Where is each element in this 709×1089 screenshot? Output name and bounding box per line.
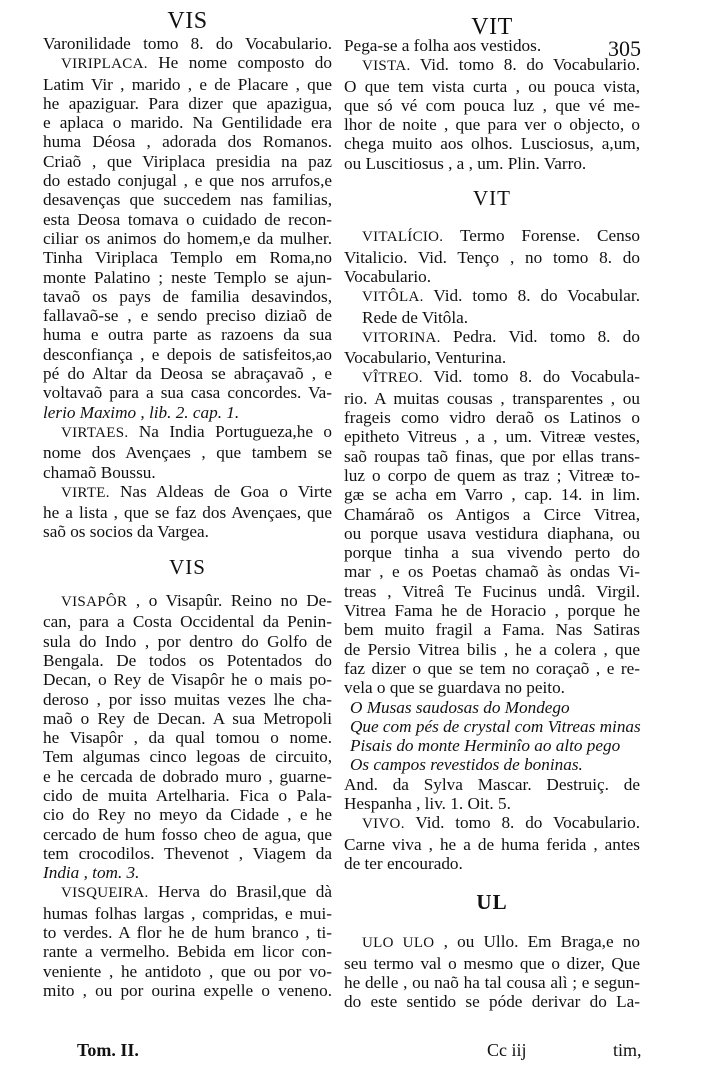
entry-text: Vid. tomo 8. do Vocabular. (423, 286, 640, 306)
text-line: humas folhas largas , compridas, e mui- (43, 903, 332, 923)
text-line: desconfiança , e depois de satisfeitos,ao (43, 344, 332, 364)
text-line: lhor de noite , que para ver o objecto, o (344, 115, 640, 135)
headword: VISAPÔR (61, 594, 128, 611)
text-line: de ter encourado. (344, 853, 463, 873)
verse-line: Que com pés de crystal com Vitreas minas (350, 716, 641, 736)
right-running-head: VIT (471, 14, 513, 40)
text-line: he delle , ou naõ ha tal cousa alì ; e segun- (344, 973, 640, 993)
text-line: maõ o Rey de Decan. A sua Metropoli (43, 708, 332, 728)
headword: VITALÍCIO. (362, 229, 444, 246)
verse-line: O Musas saudosas do Mondego (350, 697, 570, 717)
headword: VIRTAES. (61, 424, 129, 441)
headword: ULO ULO (362, 935, 435, 952)
text-line: voltavaõ para a sua casa concordes. Va- (43, 383, 332, 403)
text-line: Chamáraõ os Antigos a Circe Vitrea, (344, 504, 640, 524)
text-line: e he cercada de dobrado muro , guarne- (43, 766, 332, 786)
text-line: porque tinha a sua vivendo perto do (344, 543, 640, 563)
left-running-head: VIS (167, 8, 208, 34)
entry-line (43, 422, 332, 443)
text-line: ou porque usava vestidura diaphana, ou (344, 523, 640, 543)
text-line: rante a vermelho. Bebida em licor con- (43, 942, 332, 962)
entry-line (344, 813, 640, 834)
text-line: tem crocodilos. Thevenot , Viagem da (43, 843, 332, 863)
headword: VIVO. (362, 816, 405, 833)
text-line: Tinha Viriplaca Templo em Roma,no (43, 248, 332, 268)
text-line: ou Luscitiosus , a , um. Plin. Varro. (344, 153, 587, 173)
text-line: treas , Vitreâ Te Fucinus undâ. Virgil. (344, 581, 640, 601)
entry-text: Nas Aldeas de Goa o Virte (109, 481, 332, 501)
verse-line: Pisais do monte Herminîo ao alto pego (350, 736, 621, 756)
text-line: gæ se acha em Varro , cap. 14. in lim. (344, 485, 640, 505)
text-line: deroso , por isso muitas vezes lhe cha- (43, 689, 332, 709)
entry-text: Vid. tomo 8. do Vocabulario. (410, 55, 640, 75)
entry-text: , ou Ullo. Em Braga,e no (434, 932, 640, 952)
text-line: cido de muita Artelharia. Fica o Pala- (43, 785, 332, 805)
text-line: frageis como vidro deraõ os Latinos o (344, 408, 640, 428)
text-line: chamaõ Boussu. (43, 462, 156, 482)
text-line: vela o que se guardava no peito. (344, 678, 565, 698)
entry-text: , o Visapûr. Reino no De- (127, 591, 332, 611)
entry-line (43, 591, 332, 612)
verse-line: Os campos revestidos de boninas. (350, 755, 583, 775)
text-line: saõ roupas taõ finas, que por ellas trans- (344, 446, 640, 466)
entry-text: Vid. tomo 8. do Vocabula- (422, 367, 640, 387)
text-line: Varonilidade tomo 8. do Vocabulario. (43, 34, 332, 53)
text-line: O que tem vista curta , ou pouca vista, (344, 76, 640, 96)
text-line: nome dos Avençaes , que tambem se (43, 443, 332, 463)
text-line: e aplaca o marido. Na Gentilidade era (43, 113, 332, 133)
text-line: Vitrea Fama he de Horacio , porque he (344, 601, 640, 621)
text-line: Pega-se a folha aos vestidos. (344, 36, 542, 55)
entry-line (344, 327, 640, 348)
left-column (43, 0, 332, 1000)
entry-line (344, 932, 640, 953)
text-line: huma e outra parte as razoens da sua (43, 325, 332, 345)
text-line: huma Déosa , adorada dos Romanos. (43, 132, 332, 152)
entry-text: He nome composto do (147, 53, 332, 73)
entry-line (43, 482, 332, 503)
citation-line: Hespanha , liv. 1. Oit. 5. (344, 793, 511, 813)
text-line: seu termo val o mesmo que o dizer, Que (344, 953, 640, 973)
section-heading: VIS (169, 554, 206, 579)
headword: VÎTREO. (362, 370, 423, 387)
text-line: bem muito fragil a Fama. Nas Satiras (344, 620, 640, 640)
text-line: he apaziguar. Para dizer que apazigua, (43, 93, 332, 113)
text-line: mito , ou por ourina expelle o veneno. (43, 980, 332, 1000)
text-line: tavaõ os pays de familia desavindos, (43, 286, 332, 306)
text-line: he a lista , que se faz dos Avençaes, que (43, 503, 332, 523)
text-line: epitheto Vitreus , a , um. Vitreæ vestes, (344, 427, 640, 447)
entry-line (43, 53, 332, 74)
text-line: to verdes. A flor he de hum branco , ti- (43, 923, 332, 943)
headword: VISQUEIRA. (61, 885, 149, 902)
entry-line (344, 226, 640, 247)
text-line: Vocabulario. (344, 266, 432, 286)
entry-text: Herva do Brasil,que dà (148, 882, 332, 902)
text-line: mar , e os Poetas chamaõ às ondas Vi- (344, 562, 640, 582)
text-line: veniente , he antidoto , que ou por vo- (43, 961, 332, 981)
text-line: Carne viva , he a de huma ferida , antes (344, 834, 640, 854)
text-line: Vocabulario, Venturina. (344, 348, 507, 368)
headword: VIRIPLACA. (61, 56, 148, 73)
text-line: India , tom. 3. (43, 863, 140, 883)
entry-text: Pedra. Vid. tomo 8. do (440, 326, 640, 346)
entry-line (43, 882, 332, 903)
section-heading: UL (476, 890, 508, 915)
section-heading: VIT (473, 186, 511, 211)
text-line: Bengala. De todos os Potentados do (43, 650, 332, 670)
text-line: can, para a Costa Occidental da Penin- (43, 612, 332, 632)
text-line: Decan, o Rey de Visapôr he o mais po- (43, 670, 332, 690)
text-line: Tem algumas cinco legoas de circuito, (43, 747, 332, 767)
citation-line: And. da Sylva Mascar. Destruiç. de (344, 774, 640, 794)
text-line: saõ os socios da Vargea. (43, 522, 209, 542)
catchword: tim, (613, 1040, 642, 1060)
text-line: monte Palatino ; neste Templo se ajun- (43, 267, 332, 287)
entry-text: Termo Forense. Censo (443, 226, 640, 246)
entry-line (344, 55, 640, 76)
footer-volume: Tom. II. (77, 1040, 139, 1060)
entry-line (344, 286, 640, 307)
text-line: fallavaõ-se , e sendo preciso diziaõ de (43, 306, 332, 326)
headword: VITÔLA. (362, 289, 424, 306)
headword: VIRTE. (61, 484, 110, 501)
text-line: pé do Altar da Deosa se abraçavaõ , e (43, 364, 332, 384)
page-number: 305 (608, 36, 641, 61)
text-line: chega muito aos olhos. Lusciosus, a,um, (344, 134, 640, 154)
text-line: sula do Indo , por dentro do Golfo de (43, 631, 332, 651)
right-column (344, 0, 640, 1012)
text-line: Criaõ , que Viriplaca presidia na paz (43, 151, 332, 171)
text-line: do estado conjugal , e que nos arrufos,e (43, 171, 332, 191)
headword: VITORINA. (362, 329, 441, 346)
text-line: do este sentido se póde derivar do La- (344, 992, 640, 1012)
text-line: desavenças que succedem nas familias, (43, 190, 332, 210)
text-line: luz o corpo de quem as traz ; Vitreæ to- (344, 465, 640, 485)
text-line: cio do Rey no meyo da Cidade , e he (43, 805, 332, 825)
text-line: faz dizer o que se tem no coraçaõ , e re- (344, 658, 640, 678)
text-line: Vitalicio. Vid. Tenço , no tomo 8. do (344, 247, 640, 267)
text-line: de Persio Vitrea bilis , he a colera , que (344, 639, 640, 659)
text-line: que só vé com pouca luz , que vé me- (344, 95, 640, 115)
entry-line (344, 367, 640, 388)
text-line: Latim Vir , marido , e de Placare , que (43, 74, 332, 94)
printer-signature: Cc iij (487, 1040, 527, 1060)
text-line: Rede de Vitôla. (362, 307, 469, 327)
text-line: esta Deosa tomava o cuidado de recon- (43, 209, 332, 229)
text-line: ciliar os animos do homem,e da mulher. (43, 228, 332, 248)
text-line: cercado de hum fosso cheo de agua, que (43, 824, 332, 844)
text-line: rio. A muitas cousas , transparentes , ou (344, 388, 640, 408)
entry-text: Na India Portugueza,he o (128, 421, 332, 441)
text-line: he Visapôr , da qual tomou o nome. (43, 728, 332, 748)
entry-text: Vid. tomo 8. do Vocabulario. (404, 813, 640, 833)
headword: VISTA. (362, 58, 411, 75)
text-line: lerio Maximo , lib. 2. cap. 1. (43, 402, 240, 422)
